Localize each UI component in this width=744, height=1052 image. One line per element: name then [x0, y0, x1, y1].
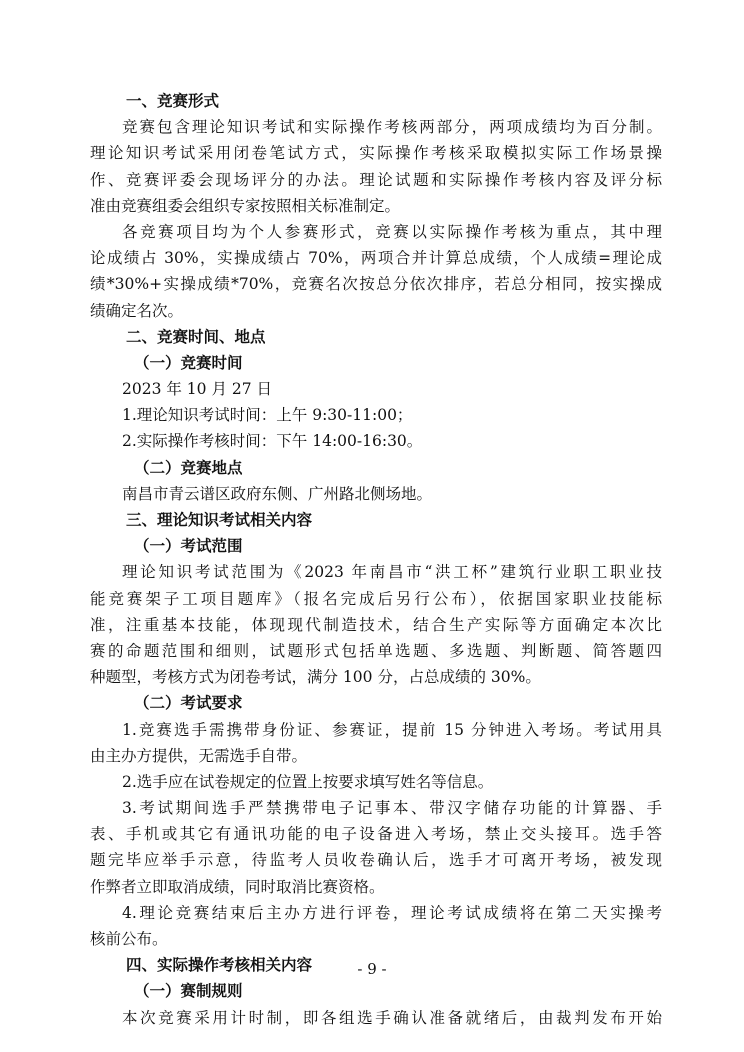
competition-date: 2023 年 10 月 27 日: [122, 380, 273, 399]
document-body: [90, 88, 662, 1031]
theory-exam-time: 1.理论知识考试时间：上午 9:30-11:00；: [122, 406, 413, 425]
competition-location: 南昌市青云谱区政府东侧、广州路北侧场地。: [122, 484, 433, 503]
paragraph-line: 由主办方提供，无需选手自带。: [90, 746, 308, 765]
paragraph-line: 表、手机或其它有通讯功能的电子设备进入考场，禁止交头接耳。选手答: [90, 825, 662, 844]
section-heading-time-location: 二、竞赛时间、地点: [126, 327, 266, 346]
subheading-exam-scope: （一）考试范围: [134, 537, 243, 556]
paragraph-line: 作、竞赛评委会现场评分的办法。理论试题和实际操作考核内容及评分标: [90, 170, 662, 189]
paragraph-line: 准由竞赛组委会组织专家按照相关标准制定。: [90, 196, 401, 215]
paragraph-line: 赛的命题范围和细则，试题形式包括单选题、多选题、判断题、简答题四: [90, 641, 662, 660]
paragraph-line: 题完毕应举手示意，待监考人员收卷确认后，选手才可离开考场，被发现: [90, 851, 662, 870]
paragraph-line: 绩*30%+实操成绩*70%，竞赛名次按总分依次排序，若总分相同，按实操成: [90, 275, 662, 294]
paragraph-line: 各竞赛项目均为个人参赛形式，竞赛以实际操作考核为重点，其中理: [122, 222, 662, 241]
paragraph-line: 种题型，考核方式为闭卷考试，满分 100 分，占总成绩的 30%。: [90, 668, 541, 687]
practical-exam-time: 2.实际操作考核时间：下午 14:00-16:30。: [122, 432, 423, 451]
page-number: - 9 -: [357, 960, 387, 978]
paragraph-line: 理论知识考试范围为《2023 年南昌市“洪工杯”建筑行业职工职业技: [122, 563, 662, 582]
paragraph-line: 能竞赛架子工项目题库》（报名完成后另行公布），依据国家职业技能标: [90, 589, 662, 608]
paragraph-line: 2.选手应在试卷规定的位置上按要求填写姓名等信息。: [122, 772, 494, 791]
paragraph-line: 4.理论竞赛结束后主办方进行评卷，理论考试成绩将在第二天实操考: [122, 903, 662, 922]
paragraph-line: 1.竞赛选手需携带身份证、参赛证，提前 15 分钟进入考场。考试用具: [122, 720, 662, 739]
paragraph-line: 核前公布。: [90, 930, 168, 948]
paragraph-line: 3.考试期间选手严禁携带电子记事本、带汉字储存功能的计算器、手: [122, 799, 662, 818]
subheading-competition-time: （一）竞赛时间: [134, 353, 243, 372]
section-heading-practical-exam: 四、实际操作考核相关内容: [126, 956, 313, 975]
section-heading-competition-format: 一、竞赛形式: [126, 92, 220, 110]
paragraph-line: 本次竞赛采用计时制，即各组选手确认准备就绪后，由裁判发布开始: [122, 1008, 662, 1027]
paragraph-line: 理论知识考试采用闭卷笔试方式，实际操作考核采取模拟实际工作场景操: [90, 144, 662, 163]
paragraph-line: 论成绩占 30%，实操成绩占 70%，两项合并计算总成绩，个人成绩=理论成: [90, 249, 662, 268]
subheading-exam-requirements: （二）考试要求: [134, 694, 243, 713]
paragraph-line: 准，注重基本技能，体现现代制造技术，结合生产实际等方面确定本次比: [90, 615, 662, 634]
section-heading-theory-exam: 三、理论知识考试相关内容: [126, 511, 313, 529]
subheading-competition-location: （二）竞赛地点: [134, 458, 243, 477]
paragraph-line: 绩确定名次。: [90, 301, 184, 320]
paragraph-line: 作弊者立即取消成绩，同时取消比赛资格。: [90, 877, 385, 896]
subheading-competition-rules: （一）赛制规则: [134, 982, 243, 1001]
paragraph-line: 竞赛包含理论知识考试和实际操作考核两部分，两项成绩均为百分制。: [122, 118, 662, 137]
